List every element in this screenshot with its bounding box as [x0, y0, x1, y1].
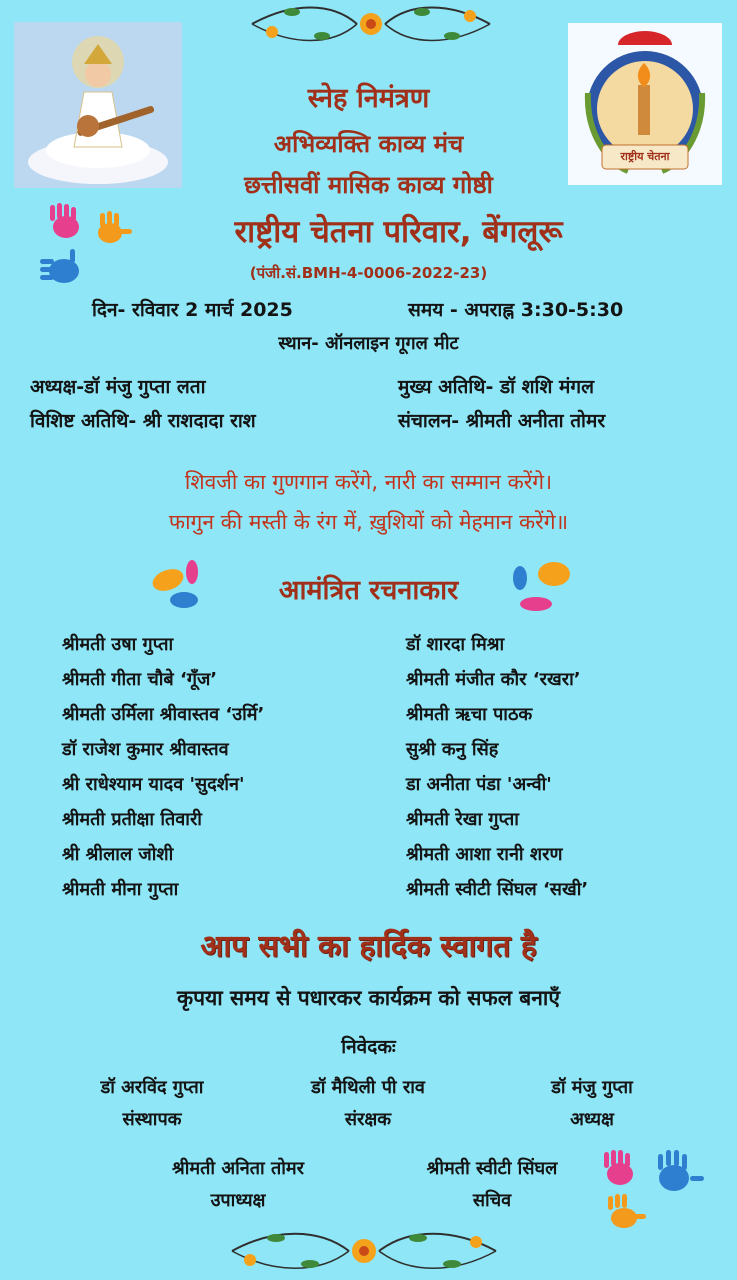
host-role: संस्थापक — [122, 1109, 182, 1130]
poet-name: श्री राधेश्याम यादव 'सुदर्शन' — [62, 774, 245, 795]
organization-name: राष्ट्रीय चेतना परिवार, बेंगलूरू — [234, 214, 563, 250]
poet-name: डॉ राजेश कुमार श्रीवास्तव — [62, 739, 229, 760]
poet-name: श्रीमती रेखा गुप्ता — [406, 809, 519, 830]
poet-name: श्रीमती ऋचा पाठक — [406, 704, 533, 725]
poet-name: श्रीमती उषा गुप्ता — [62, 634, 174, 655]
host-role: अध्यक्ष — [570, 1109, 614, 1130]
couplet-line-2: फागुन की मस्ती के रंग में, ख़ुशियों को मेहमान करेंगे॥ — [168, 510, 569, 534]
poet-name: श्रीमती उर्मिला श्रीवास्तव ‘उर्मि’ — [62, 704, 265, 725]
host-role: सचिव — [472, 1190, 512, 1211]
appeal-label: निवेदकः — [341, 1036, 396, 1058]
event-title: छत्तीसवीं मासिक काव्य गोष्ठी — [244, 171, 493, 199]
invitation-heading: स्नेह निमंत्रण — [307, 83, 430, 114]
poet-name: श्रीमती गीता चौबे ‘गूँज’ — [62, 669, 218, 690]
special-guest-label: विशिष्ट अतिथि- श्री राशदादा राश — [30, 410, 256, 432]
poet-name: श्रीमती स्वीटी सिंघल ‘सखी’ — [406, 879, 589, 900]
poet-name: सुश्री कनु सिंह — [406, 739, 499, 760]
host-role: उपाध्यक्ष — [210, 1190, 266, 1211]
host-role: संरक्षक — [344, 1109, 392, 1130]
host-name: डॉ अरविंद गुप्ता — [100, 1077, 204, 1098]
poet-name: श्रीमती आशा रानी शरण — [406, 844, 563, 865]
request-message: कृपया समय से पधारकर कार्यक्रम को सफल बनाएँ — [177, 986, 560, 1010]
anchor-label: संचालन- श्रीमती अनीता तोमर — [398, 410, 606, 432]
handprint-bottom-icon — [598, 1148, 708, 1240]
welcome-message: आप सभी का हार्दिक स्वागत है — [200, 929, 537, 964]
chief-guest-label: मुख्य अतिथि- डॉ शशि मंगल — [398, 376, 594, 398]
poet-name: श्रीमती मंजीत कौर ‘रखरा’ — [406, 669, 581, 690]
event-venue: स्थान- ऑनलाइन गूगल मीट — [278, 333, 459, 354]
host-name: डॉ मंजु गुप्ता — [551, 1077, 633, 1098]
floral-border-bottom-icon — [214, 1228, 514, 1274]
couplet-line-1: शिवजी का गुणगान करेंगे, नारी का सम्मान करेंगे। — [184, 470, 553, 494]
host-name: श्रीमती स्वीटी सिंघल — [426, 1158, 558, 1179]
logo-text: राष्ट्रीय चेतना — [620, 150, 670, 163]
host-name: श्रीमती अनिता तोमर — [172, 1158, 304, 1179]
poet-name: श्री श्रीलाल जोशी — [62, 844, 174, 865]
poet-name: श्रीमती प्रतीक्षा तिवारी — [62, 809, 202, 830]
forum-name: अभिव्यक्ति काव्य मंच — [273, 130, 464, 158]
poet-name: डा अनीता पंडा 'अन्वी' — [406, 774, 552, 795]
poet-name: डॉ शारदा मिश्रा — [406, 634, 505, 655]
poet-name: श्रीमती मीना गुप्ता — [62, 879, 179, 900]
event-time: समय - अपराह्न 3:30-5:30 — [408, 299, 624, 321]
paint-splash-right-icon — [506, 552, 576, 618]
host-name: डॉ मैथिली पी राव — [311, 1077, 425, 1098]
invited-poets-heading: आमंत्रित रचनाकार — [278, 575, 459, 606]
president-label: अध्यक्ष-डॉ मंजु गुप्ता लता — [30, 376, 206, 398]
registration-number: (पंजी.सं.BMH-4-0006-2022-23) — [249, 264, 488, 282]
floral-border-top-icon — [232, 2, 510, 46]
event-date: दिन- रविवार 2 मार्च 2025 — [92, 299, 293, 321]
